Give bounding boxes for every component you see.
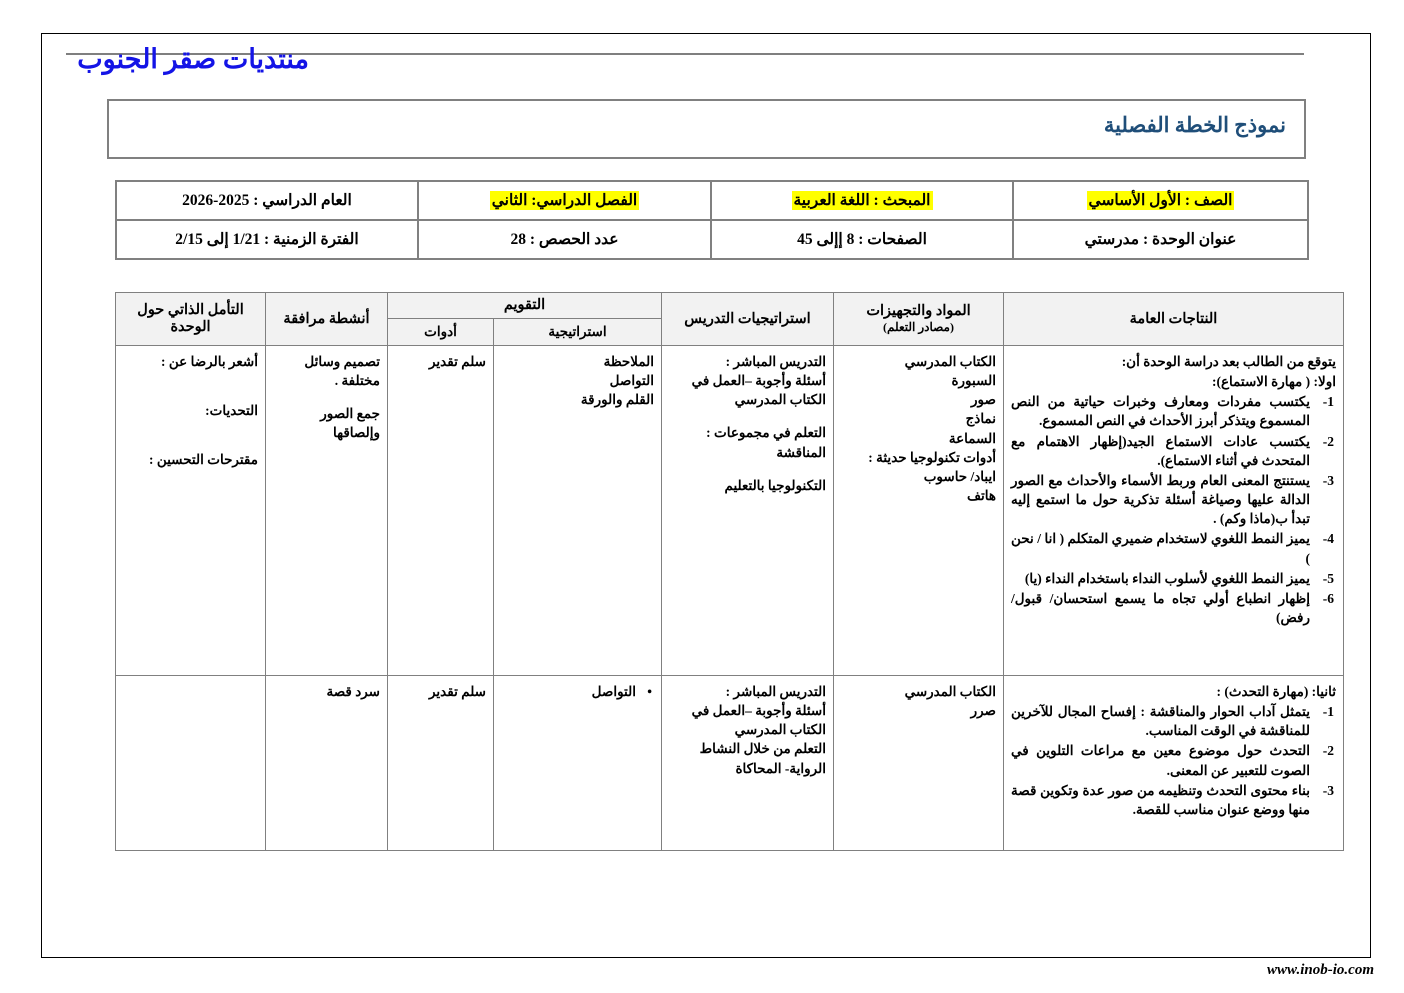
activity-item: تصميم وسائل مختلفة . xyxy=(304,354,380,389)
assessment-tool-item: سلم تقدير xyxy=(428,354,486,369)
outcome-text: بناء محتوى التحدث وتنظيمه من صور عدة وتكوين قصة منها ووضع عنوان مناسب للقصة. xyxy=(1011,782,1310,817)
material-item: نماذج xyxy=(965,411,996,427)
outcome-text: يتمثل آداب الحوار والمناقشة : إفساح المجال للآخرين للمناقشة في الوقت المناسب. xyxy=(1011,704,1310,739)
strategy-group-spacer xyxy=(669,462,826,476)
header-materials-line2: (مصادر التعلم) xyxy=(883,320,954,334)
outcome-text: إظهار انطباع أولي تجاه ما يسمع استحسان/ قبول/ رفض) xyxy=(1011,590,1310,626)
header-reflection-line1: التأمل الذاتي حول xyxy=(137,302,244,318)
outcome-text: يميز النمط اللغوي لأسلوب النداء باستخدام النداء (يا) xyxy=(1024,570,1310,586)
plan-info-table xyxy=(115,180,1309,260)
strategy-item: أسئلة وأجوبة –العمل في الكتاب المدرسي xyxy=(691,373,826,408)
outcome-item xyxy=(1011,569,1336,588)
header-teaching-strategies: استراتيجيات التدريس xyxy=(662,293,834,346)
cell-activities xyxy=(266,346,388,676)
table-row xyxy=(116,676,1344,851)
header-activities: أنشطة مرافقة xyxy=(266,293,388,346)
header-materials-line1: المواد والتجهيزات xyxy=(866,303,971,319)
outcome-number: 4- xyxy=(1322,531,1334,547)
outcome-item xyxy=(1011,589,1336,627)
reflection-spacer xyxy=(123,420,258,450)
header-outcomes: النتاجات العامة xyxy=(1004,293,1344,346)
strategy-item: التدريس المباشر : xyxy=(725,354,826,369)
material-item: صرر xyxy=(970,703,996,719)
outcomes-intro: يتوقع من الطالب بعد دراسة الوحدة أن: xyxy=(1121,354,1336,369)
strategy-item: التعلم في مجموعات : xyxy=(706,425,826,441)
cell-materials xyxy=(834,346,1004,676)
document-title-box xyxy=(107,99,1306,159)
cell-assessment-strategies xyxy=(494,346,662,676)
info-subject-cell xyxy=(711,181,1013,220)
assessment-strategy-item: التواصل xyxy=(609,373,654,389)
cell-teaching-strategies xyxy=(662,346,834,676)
outcome-item xyxy=(1011,741,1336,779)
outcome-text: يميز النمط اللغوي لاستخدام ضميري المتكلم ( انا / نحن ) xyxy=(1011,531,1310,566)
info-grade-cell xyxy=(1013,181,1308,220)
table-row xyxy=(116,346,1344,676)
info-row-top xyxy=(116,181,1308,220)
material-item: الكتاب المدرسي xyxy=(904,354,996,369)
material-item: الكتاب المدرسي xyxy=(904,684,996,699)
cell-reflection xyxy=(116,346,266,676)
strategy-item: أسئلة وأجوبة –العمل في الكتاب المدرسي xyxy=(691,703,826,738)
info-periods-cell: عدد الحصص : 28 xyxy=(418,220,711,259)
info-semester-value: الفصل الدراسي: الثاني xyxy=(491,192,638,209)
outcomes-heading: ثانيا: (مهارة التحدث) : xyxy=(1216,684,1336,699)
info-subject-value: المبحث : اللغة العربية xyxy=(793,192,931,209)
outcome-item xyxy=(1011,471,1336,528)
info-time-period-cell: الفترة الزمنية : 1/21 إلى 2/15 xyxy=(116,220,418,259)
outcome-item xyxy=(1011,529,1336,567)
outcomes-list xyxy=(1011,702,1336,819)
outcome-item xyxy=(1011,781,1336,819)
outcomes-heading: اولا: ( مهارة الاستماع): xyxy=(1211,374,1336,390)
strategy-item: المناقشة xyxy=(776,444,826,460)
reflection-spacer xyxy=(123,371,258,401)
activity-item: جمع الصور وإلصاقها xyxy=(320,406,380,441)
page-title: نموذج الخطة الفصلية xyxy=(1103,113,1286,137)
outcomes-list xyxy=(1011,392,1336,627)
header-reflection xyxy=(116,293,266,346)
outcome-text: التحدث حول موضوع معين مع مراعات التلوين في الصوت للتعبير عن المعنى. xyxy=(1011,743,1310,778)
forum-watermark-text: منتديات صقر الجنوب xyxy=(77,44,309,74)
material-item: صور xyxy=(971,392,996,408)
cell-outcomes xyxy=(1004,346,1344,676)
assessment-strategy-text: التواصل xyxy=(591,684,636,699)
strategy-item: التكنولوجيا بالتعليم xyxy=(724,477,826,493)
info-pages-cell: الصفحات : 8 إإلى 45 xyxy=(711,220,1013,259)
header-assessment-tools: أدوات xyxy=(388,319,494,346)
cell-assessment-strategies xyxy=(494,676,662,851)
cell-assessment-tools xyxy=(388,346,494,676)
outcome-number: 5- xyxy=(1322,570,1334,586)
strategy-item: التدريس المباشر : xyxy=(725,684,826,699)
outcome-item xyxy=(1011,702,1336,740)
outcome-text: يستنتج المعنى العام وربط الأسماء والأحداث مع الصور الدالة عليها وصياغة أسئلة تذكرية حول ما استمع إليه تبدأ ب(ماذا وكم) . xyxy=(1011,472,1310,527)
reflection-prompt: مقترحات التحسين : xyxy=(148,452,258,468)
material-item: هاتف xyxy=(967,488,996,504)
material-item: ايباد/ حاسوب xyxy=(923,468,996,484)
semester-plan-table xyxy=(115,292,1344,851)
activity-item: سرد قصة xyxy=(326,684,380,699)
material-item: أدوات تكنولوجيا حديثة : xyxy=(868,449,996,465)
header-materials xyxy=(834,293,1004,346)
strategy-item: التعلم من خلال النشاط xyxy=(699,741,826,757)
cell-teaching-strategies xyxy=(662,676,834,851)
outcome-number: 2- xyxy=(1322,743,1334,759)
info-semester-cell xyxy=(418,181,711,220)
strategy-item: الرواية- المحاكاة xyxy=(735,760,826,776)
outcome-number: 1- xyxy=(1322,704,1334,720)
bullet-icon: • xyxy=(647,684,652,699)
assessment-strategy-item: القلم والورقة xyxy=(580,392,654,408)
outcome-number: 2- xyxy=(1322,433,1334,449)
outcome-number: 3- xyxy=(1322,782,1334,798)
outcome-number: 3- xyxy=(1322,472,1334,488)
material-item: السماعة xyxy=(948,430,996,446)
activity-spacer xyxy=(273,390,380,404)
outcome-text: يكتسب مفردات ومعارف وخبرات حياتية من النص المسموع ويتذكر أبرز الأحداث في النص المسموع. xyxy=(1011,394,1310,429)
info-grade-value: الصف : الأول الأساسي xyxy=(1088,192,1233,209)
strategy-group-spacer xyxy=(669,409,826,423)
material-item: السبورة xyxy=(951,373,996,389)
cell-assessment-tools xyxy=(388,676,494,851)
reflection-prompt: أشعر بالرضا عن : xyxy=(161,354,258,369)
info-unit-title-cell: عنوان الوحدة : مدرستي xyxy=(1013,220,1308,259)
reflection-prompt: التحديات: xyxy=(205,403,258,419)
footer-website-url: www.inob-io.com xyxy=(1267,962,1374,978)
assessment-tool-item: سلم تقدير xyxy=(428,684,486,699)
outcome-number: 1- xyxy=(1322,394,1334,410)
assessment-strategy-item xyxy=(501,682,654,701)
plan-table-body xyxy=(116,346,1344,851)
cell-materials xyxy=(834,676,1004,851)
outcome-number: 6- xyxy=(1322,590,1334,606)
outcome-item xyxy=(1011,432,1336,470)
outcome-item xyxy=(1011,392,1336,430)
header-assessment: التقويم xyxy=(388,293,662,319)
header-reflection-line2: الوحدة xyxy=(170,319,211,335)
plan-header-row-1 xyxy=(116,293,1344,319)
info-academic-year-cell: العام الدراسي : 2025-2026 xyxy=(116,181,418,220)
assessment-strategy-item: الملاحظة xyxy=(603,354,654,369)
header-assessment-strategy: استراتيجية xyxy=(494,319,662,346)
cell-activities xyxy=(266,676,388,851)
outcome-text: يكتسب عادات الاستماع الجيد(إظهار الاهتمام مع المتحدث في أثناء الاستماع). xyxy=(1011,433,1310,468)
info-row-bottom xyxy=(116,220,1308,259)
cell-outcomes xyxy=(1004,676,1344,851)
cell-reflection xyxy=(116,676,266,851)
